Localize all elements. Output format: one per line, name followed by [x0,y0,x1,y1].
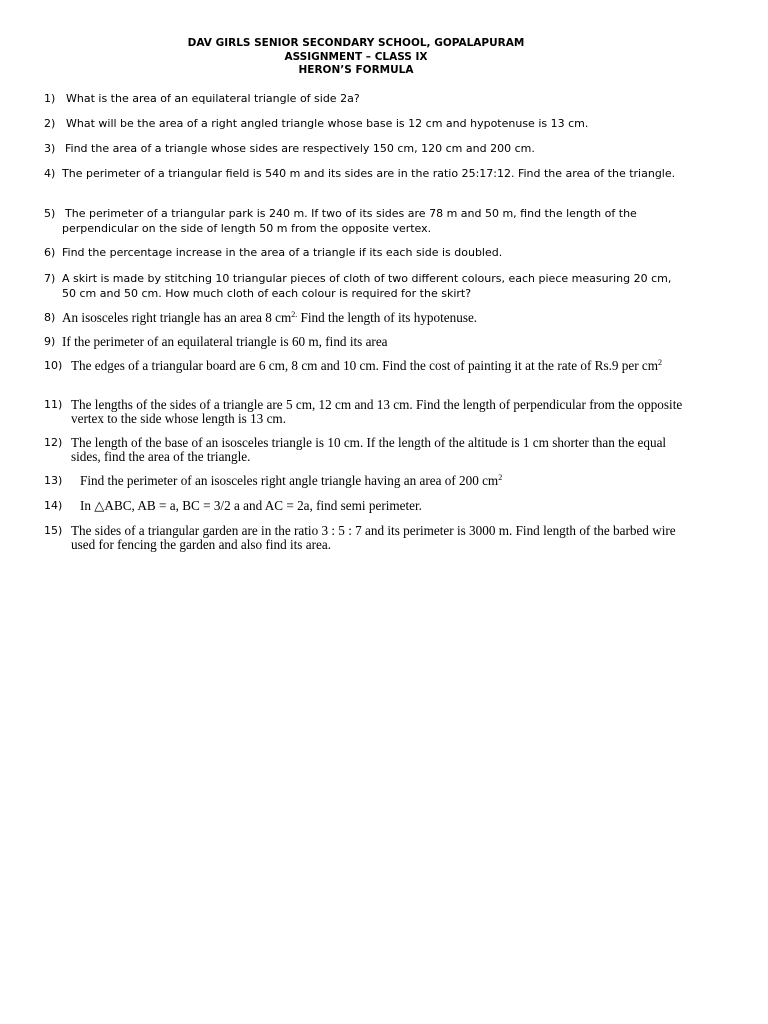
question-text: The sides of a triangular garden are in the ratio 3 : 5 : 7 and its perimeter is 3000 m. Find length of the barbed wire used for fencing the garden and also find its area. [71,523,676,552]
question-text: The perimeter of a triangular park is 240 m. If two of its sides are 78 m and 50 m, find the length of the perpendicular on the side of length 50 m from the opposite vertex. [62,207,637,235]
question-number: 2) [44,117,56,130]
question-text: If the perimeter of an equilateral triangle is 60 m, find its area [62,334,388,349]
question-12 [44,436,684,464]
question-number: 1) [44,92,56,105]
topic-title: HERON’S FORMULA [298,64,414,76]
question-6 [44,245,684,260]
question-number: 6) [44,246,56,259]
question-number: 4) [44,167,56,180]
question-body [44,359,684,373]
assignment-title: ASSIGNMENT – CLASS IX [284,50,428,63]
superscript: 2. [291,310,298,319]
question-8 [44,311,684,325]
question-2 [44,116,684,131]
question-number: 3) [44,142,56,155]
school-name: DAV GIRLS SENIOR SECONDARY SCHOOL, GOPALAPURAM [187,37,525,49]
question-text-continued: Find the length of its hypotenuse. [297,310,478,325]
question-text: Find the perimeter of an isosceles right angle triangle having an area of 200 cm [80,473,499,488]
question-10 [44,359,684,373]
question-4 [44,166,684,181]
question-number: 15) [44,524,63,537]
question-number: 13) [44,474,63,487]
question-text: A skirt is made by stitching 10 triangular pieces of cloth of two different colours, each piece measuring 20 cm, 50 cm and 50 cm. How much cloth of each colour is required for the skirt? [62,272,672,300]
question-text: An isosceles right triangle has an area 8 cm [62,310,292,325]
question-number: 9) [44,335,56,348]
question-number: 11) [44,398,63,411]
question-text: What will be the area of a right angled triangle whose base is 12 cm and hypotenuse is 13 cm. [66,117,589,130]
question-7 [44,271,684,301]
question-text: What is the area of an equilateral triangle of side 2a? [66,92,360,105]
question-body [44,311,684,325]
question-number: 7) [44,272,56,285]
question-text: The edges of a triangular board are 6 cm, 8 cm and 10 cm. Find the cost of painting it at the rate of Rs.9 per cm [71,358,659,373]
question-body [44,474,684,488]
question-15 [44,524,684,552]
document-header [0,37,712,78]
superscript: 2 [498,473,503,482]
question-11 [44,398,684,426]
question-1 [44,91,684,106]
question-text: Find the area of a triangle whose sides are respectively 150 cm, 120 cm and 200 cm. [65,142,535,155]
question-14 [44,499,684,513]
question-text: The length of the base of an isosceles triangle is 10 cm. If the length of the altitude is 1 cm shorter than the equal sides, find the area of the triangle. [71,435,667,464]
question-9 [44,335,684,349]
question-number: 14) [44,499,63,512]
question-13 [44,474,684,488]
question-number: 5) [44,207,56,220]
question-text: In △ABC, AB = a, BC = 3/2 a and AC = 2a, find semi perimeter. [80,498,422,513]
superscript: 2 [658,358,663,367]
question-text: The lengths of the sides of a triangle are 5 cm, 12 cm and 13 cm. Find the length of perpendicular from the opposite vertex to the side whose length is 13 cm. [71,397,683,426]
question-3 [44,141,684,156]
question-text: Find the percentage increase in the area of a triangle if its each side is doubled. [62,246,503,259]
question-text: The perimeter of a triangular field is 540 m and its sides are in the ratio 25:17:12. Find the area of the triangle. [62,167,676,180]
question-number: 8) [44,311,56,324]
question-5 [44,206,684,236]
question-number: 10) [44,359,63,372]
question-number: 12) [44,436,63,449]
